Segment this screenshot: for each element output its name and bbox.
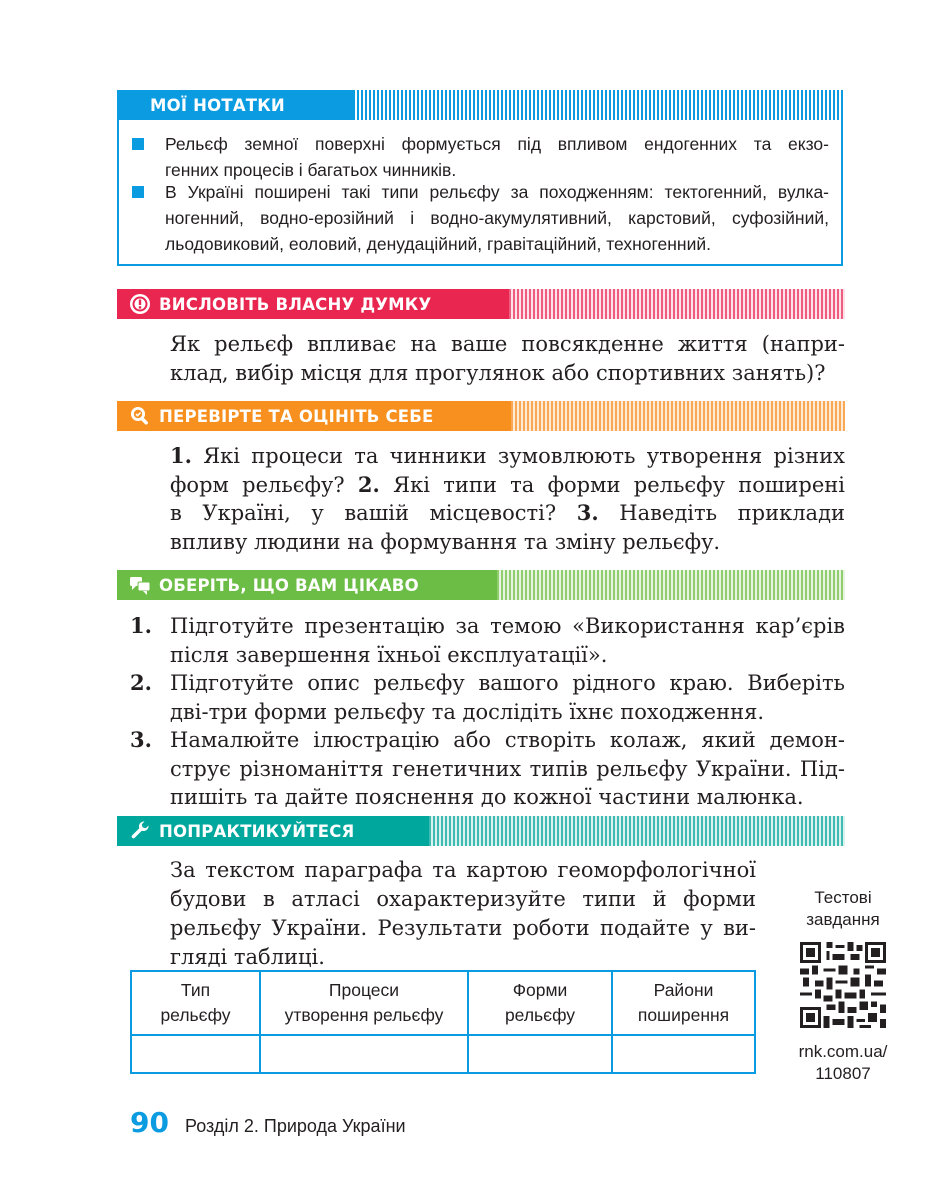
exclamation-icon (129, 293, 151, 315)
task-item: 1. Підготуйте презентацію за темою «Використання кар’єрів після завершення їхньої експлуатації». (130, 613, 845, 667)
table-cell (612, 1035, 755, 1073)
magnifier-icon (129, 405, 151, 427)
opinion-header (117, 289, 845, 319)
qr-caption: Тестові завдання (806, 888, 880, 929)
table-header-cell: Форми рельєфу (468, 971, 612, 1035)
practice-title: ПОПРАКТИКУЙТЕСЯ (159, 821, 355, 841)
note-item: В Україні поширені такі типи рельєфу за походженням: тектогенний, вулка- ногенний, водно-ерозійний і водно-акумулятивний, карстовий, суфозійний, льодовиковий, еоловий, денудаційний, гравітаційний, техногенний. (165, 179, 829, 257)
practice-text: За текстом параграфа та картою геоморфологічної будови в атласі охарактеризуйте типи й форми рельєфу України. Результати роботи подайте у ви- гляді таблиці. (170, 858, 756, 969)
answer-table (130, 970, 756, 1074)
table-header-cell: Процеси утворення рельєфу (260, 971, 468, 1035)
qr-link[interactable]: rnk.com.ua/ 110807 (798, 1042, 888, 1083)
notes-title: МОЇ НОТАТКИ (150, 95, 285, 115)
table-header-cell: Райони поширення (612, 971, 755, 1035)
note-item: Рельєф земної поверхні формується під впливом ендогенних та екзо- генних процесів і багатьох чинників. (165, 131, 829, 183)
choose-title: ОБЕРІТЬ, ЩО ВАМ ЦІКАВО (159, 575, 419, 595)
section-title: Розділ 2. Природа України (185, 1116, 406, 1136)
check-header (117, 401, 845, 431)
square-bullet-icon (132, 138, 144, 150)
table-cell (260, 1035, 468, 1073)
table-row (131, 1035, 755, 1073)
table-header-cell: Тип рельєфу (131, 971, 260, 1035)
qr-code-icon[interactable] (800, 942, 886, 1028)
opinion-question: Як рельєф впливає на ваше повсякденне життя (напри- клад, вибір місця для прогулянок або спортивних занять)? (170, 332, 845, 385)
check-title: ПЕРЕВІРТЕ ТА ОЦІНІТЬ СЕБЕ (159, 406, 434, 426)
page-number: 90 (130, 1106, 169, 1139)
opinion-title: ВИСЛОВІТЬ ВЛАСНУ ДУМКУ (159, 294, 432, 314)
notes-header (117, 90, 845, 120)
table-cell (131, 1035, 260, 1073)
chat-icon (129, 574, 151, 596)
choose-header (117, 570, 845, 600)
check-questions: 1. Які процеси та чинники зумовлюють утворення різних форм рельєфу? 2. Які типи та форми рельєфу поширені в Україні, у вашій місцевості? 3. Наведіть приклади впливу людини на формування та зміну рельєфу. (170, 443, 845, 554)
square-bullet-icon (132, 186, 144, 198)
task-item: 3. Намалюйте ілюстрацію або створіть колаж, який демон- струє різноманіття генетичних типів рельєфу України. Під- пишіть та дайте пояснення до кожної частини малюнка. (130, 727, 845, 809)
table-cell (468, 1035, 612, 1073)
task-item: 2. Підготуйте опис рельєфу вашого рідного краю. Виберіть дві-три форми рельєфу та дослідіть їхнє походження. (130, 670, 845, 724)
practice-header (117, 816, 845, 846)
wrench-icon (129, 820, 151, 842)
